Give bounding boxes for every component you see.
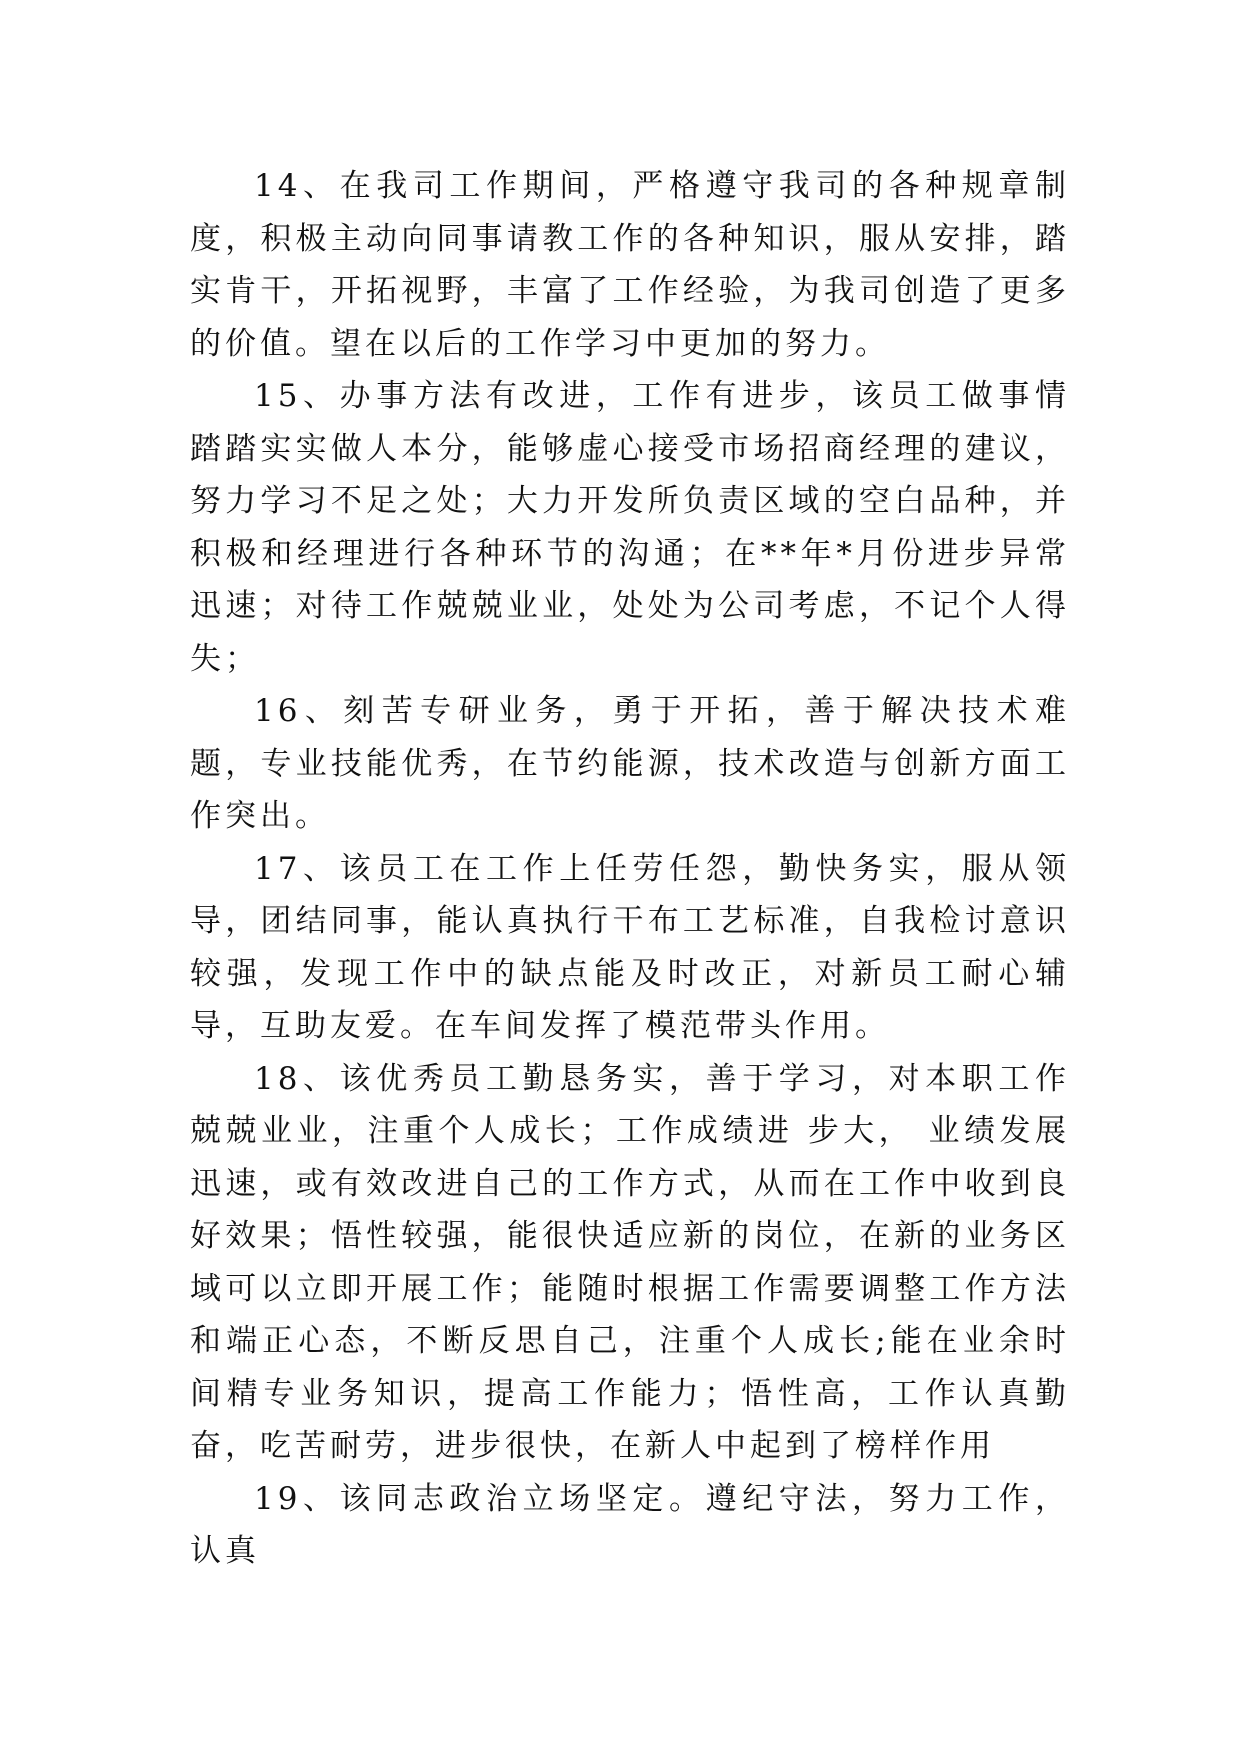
paragraph-16: 16、刻苦专研业务，勇于开拓，善于解决技术难题，专业技能优秀，在节约能源，技术改造与创新方面工作突出。 bbox=[190, 693, 1070, 834]
paragraph-19: 19、该同志政治立场坚定。遵纪守法，努力工作，认真 bbox=[190, 1480, 1070, 1569]
paragraph-17: 17、该员工在工作上任劳任怨，勤快务实，服从领导，团结同事，能认真执行干布工艺标准，自我检讨意识较强，发现工作中的缺点能及时改正，对新员工耐心辅导，互助友爱。在车间发挥了模范带头作用。 bbox=[190, 850, 1070, 1044]
paragraph-15: 15、办事方法有改进，工作有进步，该员工做事情踏踏实实做人本分，能够虚心接受市场招商经理的建议，努力学习不足之处；大力开发所负责区域的空白品种，并积极和经理进行各种环节的沟通；在**年*月份进步异常迅速；对待工作兢兢业业，处处为公司考虑，不记个人得失； bbox=[190, 378, 1070, 677]
paragraph-18: 18、该优秀员工勤恳务实，善于学习，对本职工作兢兢业业，注重个人成长；工作成绩进 步大， 业绩发展迅速，或有效改进自己的工作方式，从而在工作中收到良好效果；悟性较强，能很快适应新的岗位，在新的业务区域可以立即开展工作；能随时根据工作需要调整工作方法和端正心态，不断反思自己，注重个人成长;能在业余时间精专业务知识，提高工作能力；悟性高，工作认真勤奋，吃苦耐劳，进步很快，在新人中起到了榜样作用 bbox=[190, 1060, 1070, 1464]
document-body bbox=[190, 160, 1070, 1578]
paragraph-14: 14、在我司工作期间，严格遵守我司的各种规章制度，积极主动向同事请教工作的各种知识，服从安排，踏实肯干，开拓视野，丰富了工作经验，为我司创造了更多的价值。望在以后的工作学习中更加的努力。 bbox=[190, 168, 1070, 362]
